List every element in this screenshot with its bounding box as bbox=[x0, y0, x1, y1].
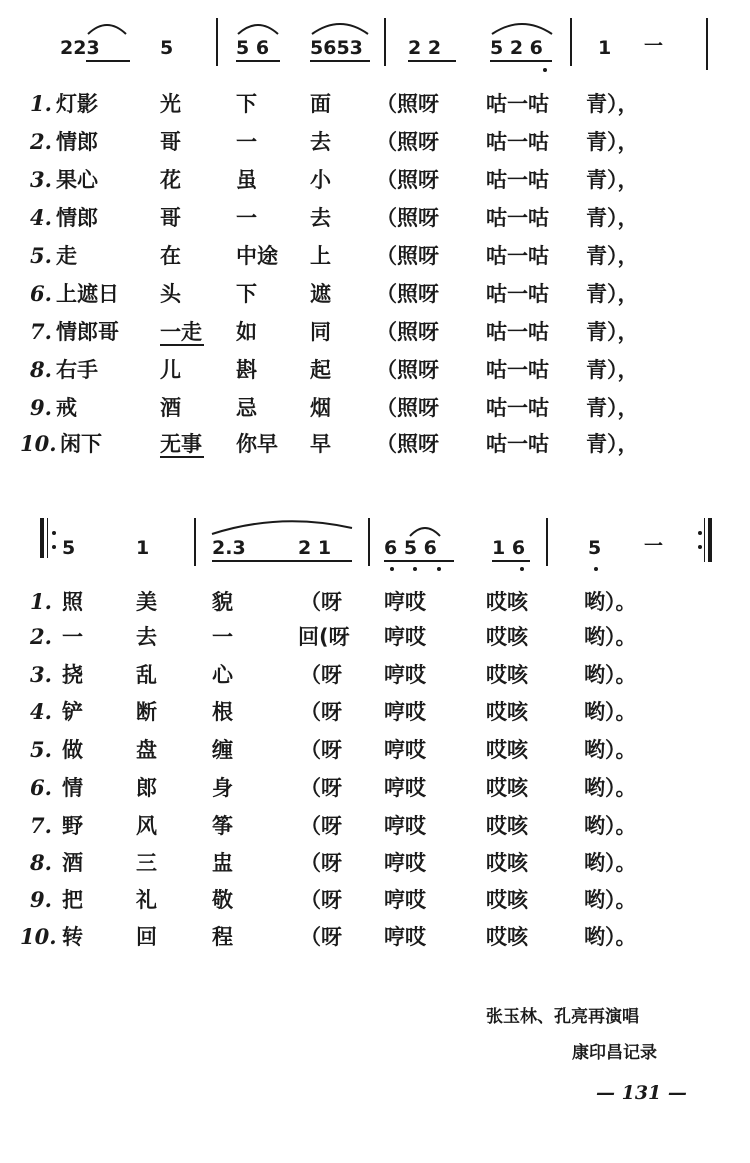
verse-number: 7. bbox=[30, 813, 52, 838]
lyric-cell: 哼哎 bbox=[384, 700, 426, 724]
verse-number: 10. bbox=[20, 924, 57, 949]
lyric-cell: 咕一咕 bbox=[486, 168, 549, 192]
lyric-cell: 哎咳 bbox=[486, 925, 528, 949]
lyric-cell: 如 bbox=[236, 320, 257, 344]
verse-row bbox=[0, 736, 750, 776]
lyric-cell: 回(呀 bbox=[298, 625, 350, 649]
verse-row bbox=[0, 588, 750, 628]
lyric-cell: 上 bbox=[310, 244, 331, 268]
lyric-cell: 青）， bbox=[586, 92, 639, 116]
lyric-cell: 哎咳 bbox=[486, 738, 528, 762]
lyric-cell: 哟）。 bbox=[584, 925, 637, 949]
lyric-cell: 无事 bbox=[160, 432, 202, 456]
lyric-cell: 哎咳 bbox=[486, 776, 528, 800]
lyric-underline bbox=[160, 456, 204, 458]
lyric-cell: 一 bbox=[236, 206, 257, 230]
note-group: 5 bbox=[62, 537, 76, 559]
note-group: 5653 bbox=[310, 37, 363, 59]
lyric-cell: 哼哎 bbox=[384, 925, 426, 949]
lyric-cell: （呀 bbox=[300, 663, 342, 687]
lyric-cell: 下 bbox=[236, 282, 257, 306]
lyric-cell: 青）， bbox=[586, 244, 639, 268]
verse-row bbox=[0, 280, 750, 320]
lyric-cell: 哟）。 bbox=[584, 776, 637, 800]
lyric-cell: 早 bbox=[310, 432, 331, 456]
lyric-cell: 在 bbox=[160, 244, 181, 268]
verse-row bbox=[0, 812, 750, 852]
lyric-cell: 哼哎 bbox=[384, 663, 426, 687]
verse-row bbox=[0, 90, 750, 130]
note-group: 5 2 6 bbox=[490, 37, 543, 59]
lyric-cell: 哟）。 bbox=[584, 625, 637, 649]
verse-row bbox=[0, 698, 750, 738]
lyric-cell: 断 bbox=[136, 700, 157, 724]
lyric-cell: 酒 bbox=[62, 851, 83, 875]
lyric-cell: 哎咳 bbox=[486, 663, 528, 687]
lyric-cell: 铲 bbox=[62, 700, 83, 724]
lyric-cell: （呀 bbox=[300, 738, 342, 762]
note-group: 一 bbox=[644, 35, 664, 57]
note-group: 1 bbox=[598, 37, 612, 59]
lyric-cell: 哥 bbox=[160, 206, 181, 230]
lyric-cell: 哟）。 bbox=[584, 738, 637, 762]
verse-row bbox=[0, 661, 750, 701]
barline bbox=[368, 518, 370, 566]
lyric-cell: 挠 bbox=[62, 663, 83, 687]
lyric-cell: 哼哎 bbox=[384, 888, 426, 912]
lyric-cell: 乱 bbox=[136, 663, 157, 687]
verse-number: 3. bbox=[30, 662, 52, 687]
lyric-cell: 哼哎 bbox=[384, 851, 426, 875]
lyric-cell: 面 bbox=[310, 92, 331, 116]
lyric-cell: 小 bbox=[310, 168, 331, 192]
verse-number: 7. bbox=[30, 319, 52, 344]
lyric-cell: 盅 bbox=[212, 851, 233, 875]
lyric-cell: 青）， bbox=[586, 130, 639, 154]
lyric-cell: 去 bbox=[310, 130, 331, 154]
lyric-cell: 身 bbox=[212, 776, 233, 800]
repeat-dot bbox=[52, 545, 56, 549]
note-group: 5 6 bbox=[236, 37, 270, 59]
lyric-cell: （照呀 bbox=[376, 282, 439, 306]
lyric-cell: 回 bbox=[136, 925, 157, 949]
lyric-cell: 哟）。 bbox=[584, 590, 637, 614]
verse-number: 6. bbox=[30, 775, 52, 800]
note-group: 2 1 bbox=[298, 537, 332, 559]
lyric-cell: 走 bbox=[56, 244, 77, 268]
lyric-cell: 果心 bbox=[56, 168, 98, 192]
lyric-cell: 一走 bbox=[160, 320, 202, 344]
verse-row bbox=[0, 774, 750, 814]
verse-number: 6. bbox=[30, 281, 52, 306]
lyric-cell: 哟）。 bbox=[584, 814, 637, 838]
lyric-cell: 一 bbox=[212, 625, 233, 649]
low-octave-dot bbox=[520, 567, 524, 571]
lyric-cell: 哼哎 bbox=[384, 590, 426, 614]
low-octave-dot bbox=[390, 567, 394, 571]
lyric-cell: 咕一咕 bbox=[486, 92, 549, 116]
lyric-cell: 咕一咕 bbox=[486, 282, 549, 306]
lyric-cell: 郎 bbox=[136, 776, 157, 800]
recorder-credit: 康印昌记录 bbox=[572, 1043, 657, 1063]
lyric-cell: （照呀 bbox=[376, 92, 439, 116]
repeat-dot bbox=[698, 531, 702, 535]
lyric-cell: 哎咳 bbox=[486, 590, 528, 614]
verse-number: 2. bbox=[30, 624, 52, 649]
repeat-start-thick bbox=[40, 518, 44, 558]
lyric-cell: 情郎 bbox=[56, 206, 98, 230]
verse-number: 5. bbox=[30, 243, 52, 268]
lyric-cell: （照呀 bbox=[376, 168, 439, 192]
lyric-cell: 哎咳 bbox=[486, 700, 528, 724]
lyric-cell: （照呀 bbox=[376, 244, 439, 268]
lyric-cell: 转 bbox=[62, 925, 83, 949]
verse-number: 2. bbox=[30, 129, 52, 154]
lyric-cell: 青）， bbox=[586, 432, 639, 456]
lyric-cell: 野 bbox=[62, 814, 83, 838]
verse-row bbox=[0, 394, 750, 434]
beam-underline bbox=[384, 560, 454, 562]
lyric-cell: 盘 bbox=[136, 738, 157, 762]
lyric-cell: 你早 bbox=[236, 432, 278, 456]
beam-underline bbox=[212, 560, 352, 562]
lyric-cell: 情 bbox=[62, 776, 83, 800]
lyric-cell: 情郎哥 bbox=[56, 320, 119, 344]
verse-row bbox=[0, 128, 750, 168]
lyric-cell: 程 bbox=[212, 925, 233, 949]
note-group: 2.3 bbox=[212, 537, 246, 559]
lyric-cell: 斟 bbox=[236, 358, 257, 382]
lyric-cell: 忌 bbox=[236, 396, 257, 420]
verse-row bbox=[0, 166, 750, 206]
lyric-cell: 哼哎 bbox=[384, 776, 426, 800]
lyric-cell: 一 bbox=[62, 625, 83, 649]
lyric-cell: 去 bbox=[136, 625, 157, 649]
lyric-cell: 上遮日 bbox=[56, 282, 119, 306]
verse-number: 1. bbox=[30, 589, 52, 614]
verse-number: 9. bbox=[30, 887, 52, 912]
lyric-cell: 礼 bbox=[136, 888, 157, 912]
lyric-cell: 筝 bbox=[212, 814, 233, 838]
lyric-cell: 哎咳 bbox=[486, 814, 528, 838]
lyric-cell: 花 bbox=[160, 168, 181, 192]
lyric-cell: 咕一咕 bbox=[486, 206, 549, 230]
note-group: 1 6 bbox=[492, 537, 526, 559]
page-number: — 131 — bbox=[596, 1082, 687, 1104]
verse-number: 4. bbox=[30, 699, 52, 724]
lyric-cell: 哎咳 bbox=[486, 851, 528, 875]
verse-number: 9. bbox=[30, 395, 52, 420]
note-group: 5 bbox=[588, 537, 602, 559]
lyric-cell: 光 bbox=[160, 92, 181, 116]
verse-row bbox=[0, 204, 750, 244]
lyric-cell: 儿 bbox=[160, 358, 181, 382]
barline bbox=[194, 518, 196, 566]
lyric-cell: 哟）。 bbox=[584, 663, 637, 687]
lyric-cell: （呀 bbox=[300, 851, 342, 875]
lyric-cell: 哼哎 bbox=[384, 625, 426, 649]
lyric-cell: （照呀 bbox=[376, 432, 439, 456]
lyric-cell: （呀 bbox=[300, 590, 342, 614]
lyric-cell: 咕一咕 bbox=[486, 358, 549, 382]
lyric-underline bbox=[160, 344, 204, 346]
verse-row bbox=[0, 242, 750, 282]
lyric-cell: 咕一咕 bbox=[486, 130, 549, 154]
lyric-cell: 闲下 bbox=[60, 432, 102, 456]
lyric-cell: 烟 bbox=[310, 396, 331, 420]
low-octave-dot bbox=[594, 567, 598, 571]
lyric-cell: （照呀 bbox=[376, 358, 439, 382]
verse-row bbox=[0, 849, 750, 889]
lyric-cell: 貌 bbox=[212, 590, 233, 614]
lyric-cell: 酒 bbox=[160, 396, 181, 420]
lyric-cell: 哟）。 bbox=[584, 700, 637, 724]
note-group: 223 bbox=[60, 37, 100, 59]
lyric-cell: 青）， bbox=[586, 396, 639, 420]
lyric-cell: 咕一咕 bbox=[486, 432, 549, 456]
repeat-end-thin bbox=[704, 518, 705, 562]
verse-number: 8. bbox=[30, 850, 52, 875]
lyric-cell: （呀 bbox=[300, 776, 342, 800]
lyric-cell: 青）， bbox=[586, 168, 639, 192]
lyric-cell: 青）， bbox=[586, 358, 639, 382]
lyric-cell: 缠 bbox=[212, 738, 233, 762]
lyric-cell: 哟）。 bbox=[584, 888, 637, 912]
low-octave-dot bbox=[437, 567, 441, 571]
note-group: 2 2 bbox=[408, 37, 442, 59]
verse-number: 3. bbox=[30, 167, 52, 192]
lyric-cell: 下 bbox=[236, 92, 257, 116]
lyric-cell: （呀 bbox=[300, 814, 342, 838]
verse-row bbox=[0, 356, 750, 396]
lyric-cell: 哟）。 bbox=[584, 851, 637, 875]
lyric-cell: 去 bbox=[310, 206, 331, 230]
verse-number: 10. bbox=[20, 431, 57, 456]
verse-number: 5. bbox=[30, 737, 52, 762]
singer-credit: 张玉林、孔亮再演唱 bbox=[486, 1007, 639, 1027]
lyric-cell: 灯影 bbox=[56, 92, 98, 116]
verse-row bbox=[0, 318, 750, 358]
lyric-cell: 心 bbox=[212, 663, 233, 687]
lyric-cell: 哼哎 bbox=[384, 814, 426, 838]
lyric-cell: 三 bbox=[136, 851, 157, 875]
lyric-cell: 哎咳 bbox=[486, 625, 528, 649]
verse-number: 4. bbox=[30, 205, 52, 230]
lyric-cell: （呀 bbox=[300, 925, 342, 949]
lyric-cell: 一 bbox=[236, 130, 257, 154]
repeat-dot bbox=[698, 545, 702, 549]
lyric-cell: 做 bbox=[62, 738, 83, 762]
lyric-cell: 敬 bbox=[212, 888, 233, 912]
verse-number: 1. bbox=[30, 91, 52, 116]
lyric-cell: 青）， bbox=[586, 206, 639, 230]
lyric-cell: 青）， bbox=[586, 320, 639, 344]
lyric-cell: 右手 bbox=[56, 358, 98, 382]
lyric-cell: 根 bbox=[212, 700, 233, 724]
lyric-cell: 风 bbox=[136, 814, 157, 838]
beam-underline bbox=[492, 560, 530, 562]
lyric-cell: （照呀 bbox=[376, 396, 439, 420]
lyric-cell: 虽 bbox=[236, 168, 257, 192]
verse-row bbox=[0, 923, 750, 963]
verse-row bbox=[0, 430, 750, 470]
repeat-start-thin bbox=[47, 518, 48, 558]
repeat-dot bbox=[52, 531, 56, 535]
repeat-end-thick bbox=[708, 518, 712, 562]
barline bbox=[546, 518, 548, 566]
note-group: 1 bbox=[136, 537, 150, 559]
lyric-cell: 哥 bbox=[160, 130, 181, 154]
lyric-cell: 青）， bbox=[586, 282, 639, 306]
lyric-cell: （照呀 bbox=[376, 320, 439, 344]
lyric-cell: 同 bbox=[310, 320, 331, 344]
lyric-cell: 哼哎 bbox=[384, 738, 426, 762]
verse-number: 8. bbox=[30, 357, 52, 382]
lyric-cell: 美 bbox=[136, 590, 157, 614]
lyric-cell: 把 bbox=[62, 888, 83, 912]
lyric-cell: （呀 bbox=[300, 700, 342, 724]
lyric-cell: 情郎 bbox=[56, 130, 98, 154]
note-group: 5 bbox=[160, 37, 174, 59]
lyric-cell: 头 bbox=[160, 282, 181, 306]
lyric-cell: 咕一咕 bbox=[486, 244, 549, 268]
lyric-cell: 中途 bbox=[236, 244, 278, 268]
lyric-cell: 遮 bbox=[310, 282, 331, 306]
note-group: 6 5 6 bbox=[384, 537, 437, 559]
lyric-cell: 起 bbox=[310, 358, 331, 382]
low-octave-dot bbox=[413, 567, 417, 571]
verse-row bbox=[0, 623, 750, 663]
lyric-cell: 戒 bbox=[56, 396, 77, 420]
verse-row bbox=[0, 886, 750, 926]
lyric-cell: 照 bbox=[62, 590, 83, 614]
lyric-cell: 咕一咕 bbox=[486, 396, 549, 420]
lyric-cell: （呀 bbox=[300, 888, 342, 912]
lyric-cell: （照呀 bbox=[376, 206, 439, 230]
lyric-cell: 哎咳 bbox=[486, 888, 528, 912]
lyric-cell: 咕一咕 bbox=[486, 320, 549, 344]
note-group: 一 bbox=[644, 535, 664, 557]
lyric-cell: （照呀 bbox=[376, 130, 439, 154]
